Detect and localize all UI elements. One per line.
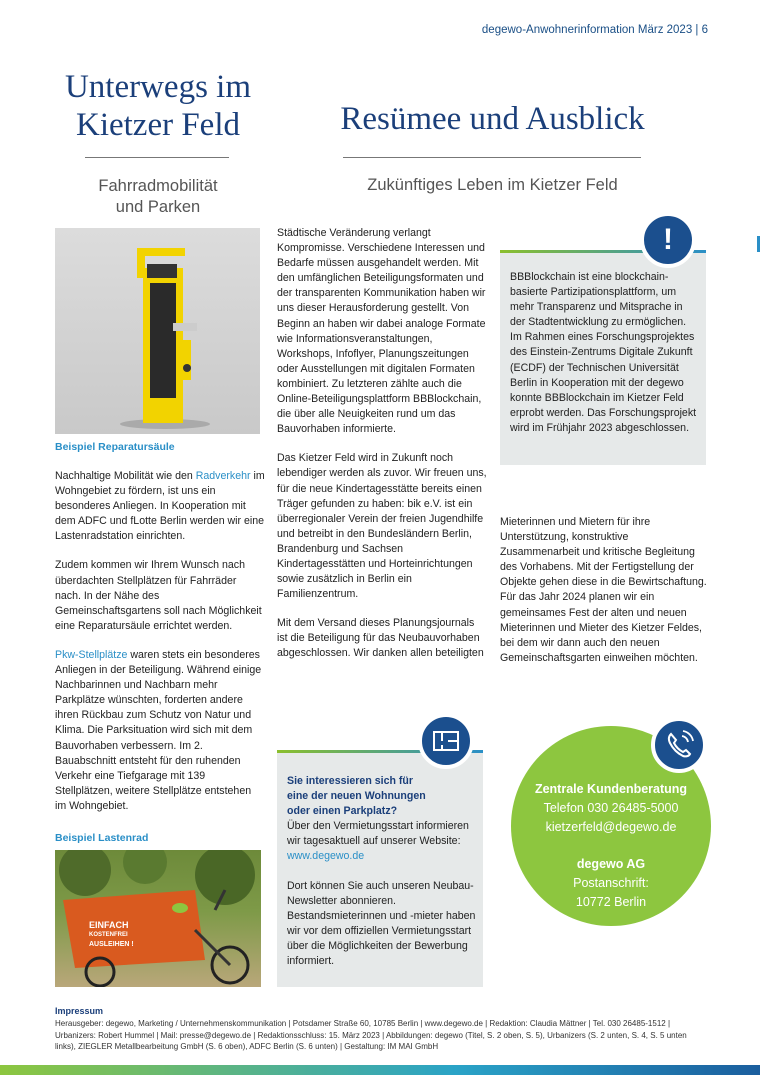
left-title-rule xyxy=(85,157,229,158)
apartment-heading-line3: oder einen Parkplatz? xyxy=(287,805,398,818)
link-radverkehr[interactable]: Radverkehr xyxy=(195,470,251,482)
bottom-color-band xyxy=(0,1065,760,1075)
contact-company: degewo AG xyxy=(576,857,646,871)
contact-title: Zentrale Kundenberatung xyxy=(534,782,688,796)
apartment-heading-line1: Sie interessieren sich für xyxy=(287,775,414,787)
paragraph-bike-parking: Zudem kommen wir Ihrem Wunsch nach überdachten Stellplätzen für Fahrräder nach. In der Nähe des Gemeinschaftsgartens soll nach Möglichkeit eine Reparatursäule errichtet werden. xyxy=(55,559,262,632)
imprint-title: Impressum xyxy=(55,1006,104,1016)
paragraph-thanks-continued: Mieterinnen und Mietern für ihre Unterstützung, konstruktive Zusammenarbeit und kritische Begleitung des Vorhabens. Mit der Fertigstellung der Objekte gehen diese in die Bewirtschaftung. Für das Jahr 2024 planen wir ein gemeinsames Fest der alten und neuen Mieterinnen und Mieter des Kietzer Feldes, bei dem wir dann auch den neuen Gemeinschaftsgarten einweihen möchten. xyxy=(500,516,707,664)
page-header: degewo-Anwohnerinformation März 2023 | 6 xyxy=(481,24,708,36)
link-pkw-stellplaetze[interactable]: Pkw-Stellplätze xyxy=(55,648,128,661)
cargo-bike-label xyxy=(89,920,134,950)
cargo-bike-text1: EINFACH xyxy=(89,920,129,930)
paragraph-future: Das Kietzer Feld wird in Zukunft noch lebendiger werden als zuvor. Wir freuen uns, für die neue Kindertagesstätte bereits einen Träger gefunden zu haben: bik e.V. ist ein überregionaler Verein der freien Jugendhilfe und betreibt in den Bundesländern Berlin, Brandenburg und Sachsen Kindertagesstätten und Horteinrichtungen sowie zusätzlich in Berlin ein Familienzentrum. xyxy=(277,452,487,601)
apartment-box-content xyxy=(287,774,477,969)
contact-email[interactable]: kietzerfeld@degewo.de xyxy=(545,820,677,834)
left-title-line1: Unterwegs im xyxy=(64,69,252,105)
caption-repair-station: Beispiel Reparatursäule xyxy=(55,441,175,453)
left-subtitle-line2: und Parken xyxy=(115,198,201,216)
contact-phone[interactable]: Telefon 030 26485-5000 xyxy=(543,801,679,815)
paragraph-bike-mobility xyxy=(55,469,265,544)
p1-text-a: Nachhaltige Mobilität wie den xyxy=(55,470,196,482)
left-title xyxy=(40,68,276,144)
left-subtitle xyxy=(40,176,276,218)
p3-text-b: waren stets ein besonderes Anliegen in der Beteiligung. Während einige Nachbarinnen und Nachbarn mehr Parkplätze wünschten, forderten andere ihren Rückbau zum Schutz von Natur und Klima. Die Parksituation wird sich mit dem Bauvorhaben verbessern. Im 2. Bauabschnitt entsteht für den ruhenden Verkehr eine Tiefgarage mit 139 Stellplätzen, weitere Stellplätze entstehen im Wohngebiet. xyxy=(55,648,262,812)
contact-postal-address: 10772 Berlin xyxy=(575,895,647,909)
repair-station-image xyxy=(55,228,260,434)
left-subtitle-line1: Fahrradmobilität xyxy=(98,177,218,195)
apartment-heading-line2: eine der neuen Wohnungen xyxy=(287,790,426,803)
bbblockchain-text: BBBlockchain ist eine blockchain-basierte Partizipationsplattform, um mehr Transparenz und Mitsprache in der Stadtentwicklung zu ermöglichen. Im Rahmen eines Forschungsprojektes des Einstein-Zentrums Digitale Zukunft (ECDF) der Technischen Universität Berlin in Kooperation mit der degewo konnte BBBlockchain im Kietzer Feld erprobt werden. Das Forschungsprojekt wird im Frühjahr 2023 abgeschlossen. xyxy=(510,271,697,434)
phone-icon xyxy=(651,717,707,773)
paragraph-car-parking xyxy=(55,648,265,814)
caption-cargo-bike: Beispiel Lastenrad xyxy=(55,832,149,844)
apartment-box-heading xyxy=(287,774,477,819)
link-degewo-website[interactable]: www.degewo.de xyxy=(287,850,365,863)
left-column-text xyxy=(55,469,265,828)
bbblockchain-info-box xyxy=(500,250,706,465)
apartment-box-paragraph1 xyxy=(287,819,477,864)
cargo-bike-image xyxy=(55,850,261,987)
floorplan-icon xyxy=(418,713,474,769)
right-title-rule xyxy=(343,157,641,158)
right-column-text xyxy=(500,515,708,680)
paragraph-participation: Städtische Veränderung verlangt Kompromisse. Verschiedene Interessen und Bedarfe müssen ausgehandelt werden. Mit den umfänglichen Beteiligungsformaten und der transparenten Kommunikation haben wir uns dieser Herausforderung gestellt. Von Beginn an haben wir dabei analoge Formate wie Informationsveranstaltungen, Workshops, Infoflyer, Planungszeitungen oder Ausstellungen mit digitalen Formaten kombiniert. Zu letzteren zählte auch die Online-Beteiligungsplattform BBBlockchain, die über alle Neuigkeiten rund um das Bauvorhaben informierte. xyxy=(277,227,486,436)
cargo-bike-text3: AUSLEIHEN ! xyxy=(89,941,134,948)
paragraph-thanks: Mit dem Versand dieses Planungsjournals ist die Beteiligung für das Neubauvorhaben abgeschlossen. Wir danken allen beteiligten xyxy=(277,617,484,660)
middle-column-text xyxy=(277,226,487,676)
left-title-line2: Kietzer Feld xyxy=(75,107,241,143)
exclamation-icon: ! xyxy=(640,212,696,268)
right-subtitle: Zukünftiges Leben im Kietzer Feld xyxy=(367,176,618,194)
right-title: Resümee und Ausblick xyxy=(340,101,645,137)
apartment-info-box xyxy=(277,750,483,987)
apartment-p1-text: Über den Vermietungsstart informieren wir tagesaktuell auf unserer Website: xyxy=(287,820,469,848)
imprint-text: Herausgeber: degewo, Marketing / Unternehmenskommunikation | Potsdamer Straße 60, 10785 Berlin | www.degewo.de | Redaktion: Claudia Mättner | Tel. 030 26485-1512 | Urbanizers: Robert Hummel | Mail: presse@degewo.de | Redaktionsschluss: 15. März 2023 | Abbildungen: degewo (Titel, S. 2 oben, S. 5), Urbanizers (S. 2 unten, S. 4, S. 5 unten links), ZIEGLER Metallbearbeitung GmbH (S. 6 oben), ADFC Berlin (S. 6 unten) | Gestaltung: IM MAI GmbH xyxy=(55,1019,687,1051)
contact-postal-label: Postanschrift: xyxy=(573,876,649,890)
cargo-bike-text2: KOSTENFREI xyxy=(89,932,128,938)
p1-text-b: im Wohngebiet zu fördern, ist uns ein besonderes Anliegen. In Kooperation mit dem ADFC und fLotte Berlin werden wir eine Lastenradstation einrichten. xyxy=(55,470,265,543)
apartment-box-paragraph2: Dort können Sie auch unseren Neubau-Newsletter abonnieren. Bestandsmieterinnen und -mieter haben wir vor dem offiziellen Vermietungsstart über die Möglichkeiten der Bewerbung informiert. xyxy=(287,879,476,968)
